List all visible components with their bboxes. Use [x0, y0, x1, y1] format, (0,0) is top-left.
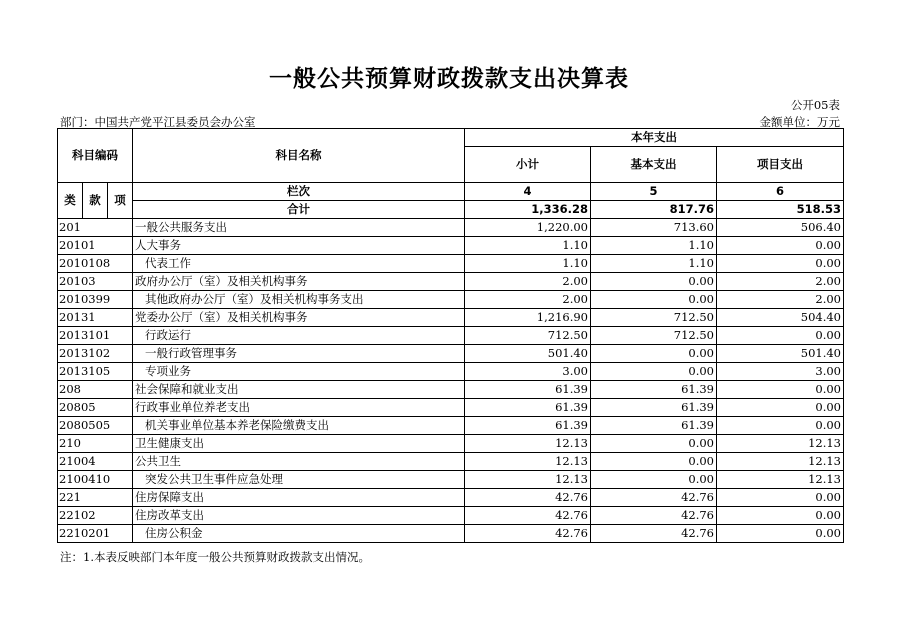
row-basic: 61.39 — [591, 381, 717, 399]
row-basic: 712.50 — [591, 309, 717, 327]
row-project: 504.40 — [717, 309, 844, 327]
header-lanci: 栏次 — [133, 183, 465, 201]
row-project: 0.00 — [717, 255, 844, 273]
row-code: 2013105 — [58, 363, 133, 381]
row-project: 2.00 — [717, 273, 844, 291]
row-basic: 61.39 — [591, 399, 717, 417]
row-subtotal: 501.40 — [465, 345, 591, 363]
row-project: 2.00 — [717, 291, 844, 309]
row-subtotal: 42.76 — [465, 525, 591, 543]
row-name: 政府办公厅（室）及相关机构事务 — [133, 273, 465, 291]
header-xiang: 项 — [108, 183, 133, 219]
row-project: 501.40 — [717, 345, 844, 363]
row-name: 人大事务 — [133, 237, 465, 255]
table-row — [58, 327, 844, 345]
row-name: 卫生健康支出 — [133, 435, 465, 453]
row-code: 2013101 — [58, 327, 133, 345]
table-row — [58, 309, 844, 327]
row-project: 12.13 — [717, 453, 844, 471]
row-project: 0.00 — [717, 237, 844, 255]
row-subtotal: 61.39 — [465, 417, 591, 435]
row-name: 住房公积金 — [133, 525, 465, 543]
table-row — [58, 399, 844, 417]
footnote: 注：1.本表反映部门本年度一般公共预算财政拨款支出情况。 — [60, 550, 370, 564]
row-project: 0.00 — [717, 399, 844, 417]
column-number-project: 6 — [717, 183, 844, 201]
header-subject-code: 科目编码 — [58, 129, 133, 183]
row-basic: 42.76 — [591, 507, 717, 525]
row-code: 2010399 — [58, 291, 133, 309]
table-row — [58, 489, 844, 507]
row-name: 党委办公厅（室）及相关机构事务 — [133, 309, 465, 327]
column-number-basic: 5 — [591, 183, 717, 201]
row-subtotal: 1,216.90 — [465, 309, 591, 327]
row-basic: 0.00 — [591, 435, 717, 453]
row-subtotal: 42.76 — [465, 489, 591, 507]
row-subtotal: 1.10 — [465, 255, 591, 273]
row-project: 0.00 — [717, 525, 844, 543]
row-basic: 0.00 — [591, 471, 717, 489]
row-project: 12.13 — [717, 471, 844, 489]
row-basic: 42.76 — [591, 525, 717, 543]
total-label: 合计 — [133, 201, 465, 219]
row-subtotal: 61.39 — [465, 399, 591, 417]
row-project: 0.00 — [717, 489, 844, 507]
header-current-year-expense: 本年支出 — [465, 129, 844, 147]
row-name: 社会保障和就业支出 — [133, 381, 465, 399]
row-code: 20805 — [58, 399, 133, 417]
row-subtotal: 3.00 — [465, 363, 591, 381]
row-code: 21004 — [58, 453, 133, 471]
expense-table — [57, 128, 844, 543]
row-basic: 0.00 — [591, 345, 717, 363]
row-project: 0.00 — [717, 381, 844, 399]
row-name: 住房保障支出 — [133, 489, 465, 507]
row-subtotal: 1.10 — [465, 237, 591, 255]
row-basic: 712.50 — [591, 327, 717, 345]
table-row — [58, 345, 844, 363]
table-row — [58, 453, 844, 471]
row-subtotal: 12.13 — [465, 435, 591, 453]
row-subtotal: 61.39 — [465, 381, 591, 399]
header-project-expense: 项目支出 — [717, 147, 844, 183]
row-code: 22102 — [58, 507, 133, 525]
table-row — [58, 435, 844, 453]
row-code: 20131 — [58, 309, 133, 327]
total-basic: 817.76 — [591, 201, 717, 219]
row-subtotal: 42.76 — [465, 507, 591, 525]
row-basic: 1.10 — [591, 255, 717, 273]
total-project: 518.53 — [717, 201, 844, 219]
table-row — [58, 291, 844, 309]
table-row — [58, 255, 844, 273]
table-row — [58, 363, 844, 381]
row-project: 506.40 — [717, 219, 844, 237]
row-basic: 42.76 — [591, 489, 717, 507]
page-title: 一般公共预算财政拨款支出决算表 — [269, 66, 629, 92]
row-basic: 0.00 — [591, 291, 717, 309]
row-name: 机关事业单位基本养老保险缴费支出 — [133, 417, 465, 435]
row-name: 代表工作 — [133, 255, 465, 273]
row-name: 一般行政管理事务 — [133, 345, 465, 363]
row-code: 20103 — [58, 273, 133, 291]
row-basic: 713.60 — [591, 219, 717, 237]
row-subtotal: 1,220.00 — [465, 219, 591, 237]
row-code: 2210201 — [58, 525, 133, 543]
row-name: 突发公共卫生事件应急处理 — [133, 471, 465, 489]
row-subtotal: 2.00 — [465, 291, 591, 309]
form-number: 公开05表 — [790, 98, 840, 112]
table-row — [58, 525, 844, 543]
row-name: 行政事业单位养老支出 — [133, 399, 465, 417]
row-code: 2100410 — [58, 471, 133, 489]
row-code: 20101 — [58, 237, 133, 255]
column-number-subtotal: 4 — [465, 183, 591, 201]
row-code: 221 — [58, 489, 133, 507]
header-subject-name: 科目名称 — [133, 129, 465, 183]
department-label: 部门：中国共产党平江县委员会办公室 — [60, 115, 256, 129]
row-subtotal: 2.00 — [465, 273, 591, 291]
table-row — [58, 381, 844, 399]
unit-label: 金额单位：万元 — [759, 115, 840, 129]
row-project: 12.13 — [717, 435, 844, 453]
row-basic: 61.39 — [591, 417, 717, 435]
header-lei: 类 — [58, 183, 83, 219]
row-name: 其他政府办公厅（室）及相关机构事务支出 — [133, 291, 465, 309]
row-name: 住房改革支出 — [133, 507, 465, 525]
row-code: 208 — [58, 381, 133, 399]
row-code: 2013102 — [58, 345, 133, 363]
row-basic: 0.00 — [591, 273, 717, 291]
row-subtotal: 12.13 — [465, 471, 591, 489]
row-code: 2010108 — [58, 255, 133, 273]
row-code: 2080505 — [58, 417, 133, 435]
row-name: 公共卫生 — [133, 453, 465, 471]
row-name: 专项业务 — [133, 363, 465, 381]
row-code: 210 — [58, 435, 133, 453]
row-subtotal: 712.50 — [465, 327, 591, 345]
row-basic: 1.10 — [591, 237, 717, 255]
total-row — [58, 201, 844, 219]
table-row — [58, 273, 844, 291]
row-project: 3.00 — [717, 363, 844, 381]
table-row — [58, 417, 844, 435]
table-row — [58, 471, 844, 489]
table-row — [58, 237, 844, 255]
row-basic: 0.00 — [591, 453, 717, 471]
table-row — [58, 507, 844, 525]
header-subtotal: 小计 — [465, 147, 591, 183]
row-project: 0.00 — [717, 327, 844, 345]
table-row — [58, 219, 844, 237]
header-basic-expense: 基本支出 — [591, 147, 717, 183]
row-project: 0.00 — [717, 417, 844, 435]
header-kuan: 款 — [83, 183, 108, 219]
row-code: 201 — [58, 219, 133, 237]
row-name: 一般公共服务支出 — [133, 219, 465, 237]
row-name: 行政运行 — [133, 327, 465, 345]
row-basic: 0.00 — [591, 363, 717, 381]
row-subtotal: 12.13 — [465, 453, 591, 471]
total-subtotal: 1,336.28 — [465, 201, 591, 219]
row-project: 0.00 — [717, 507, 844, 525]
